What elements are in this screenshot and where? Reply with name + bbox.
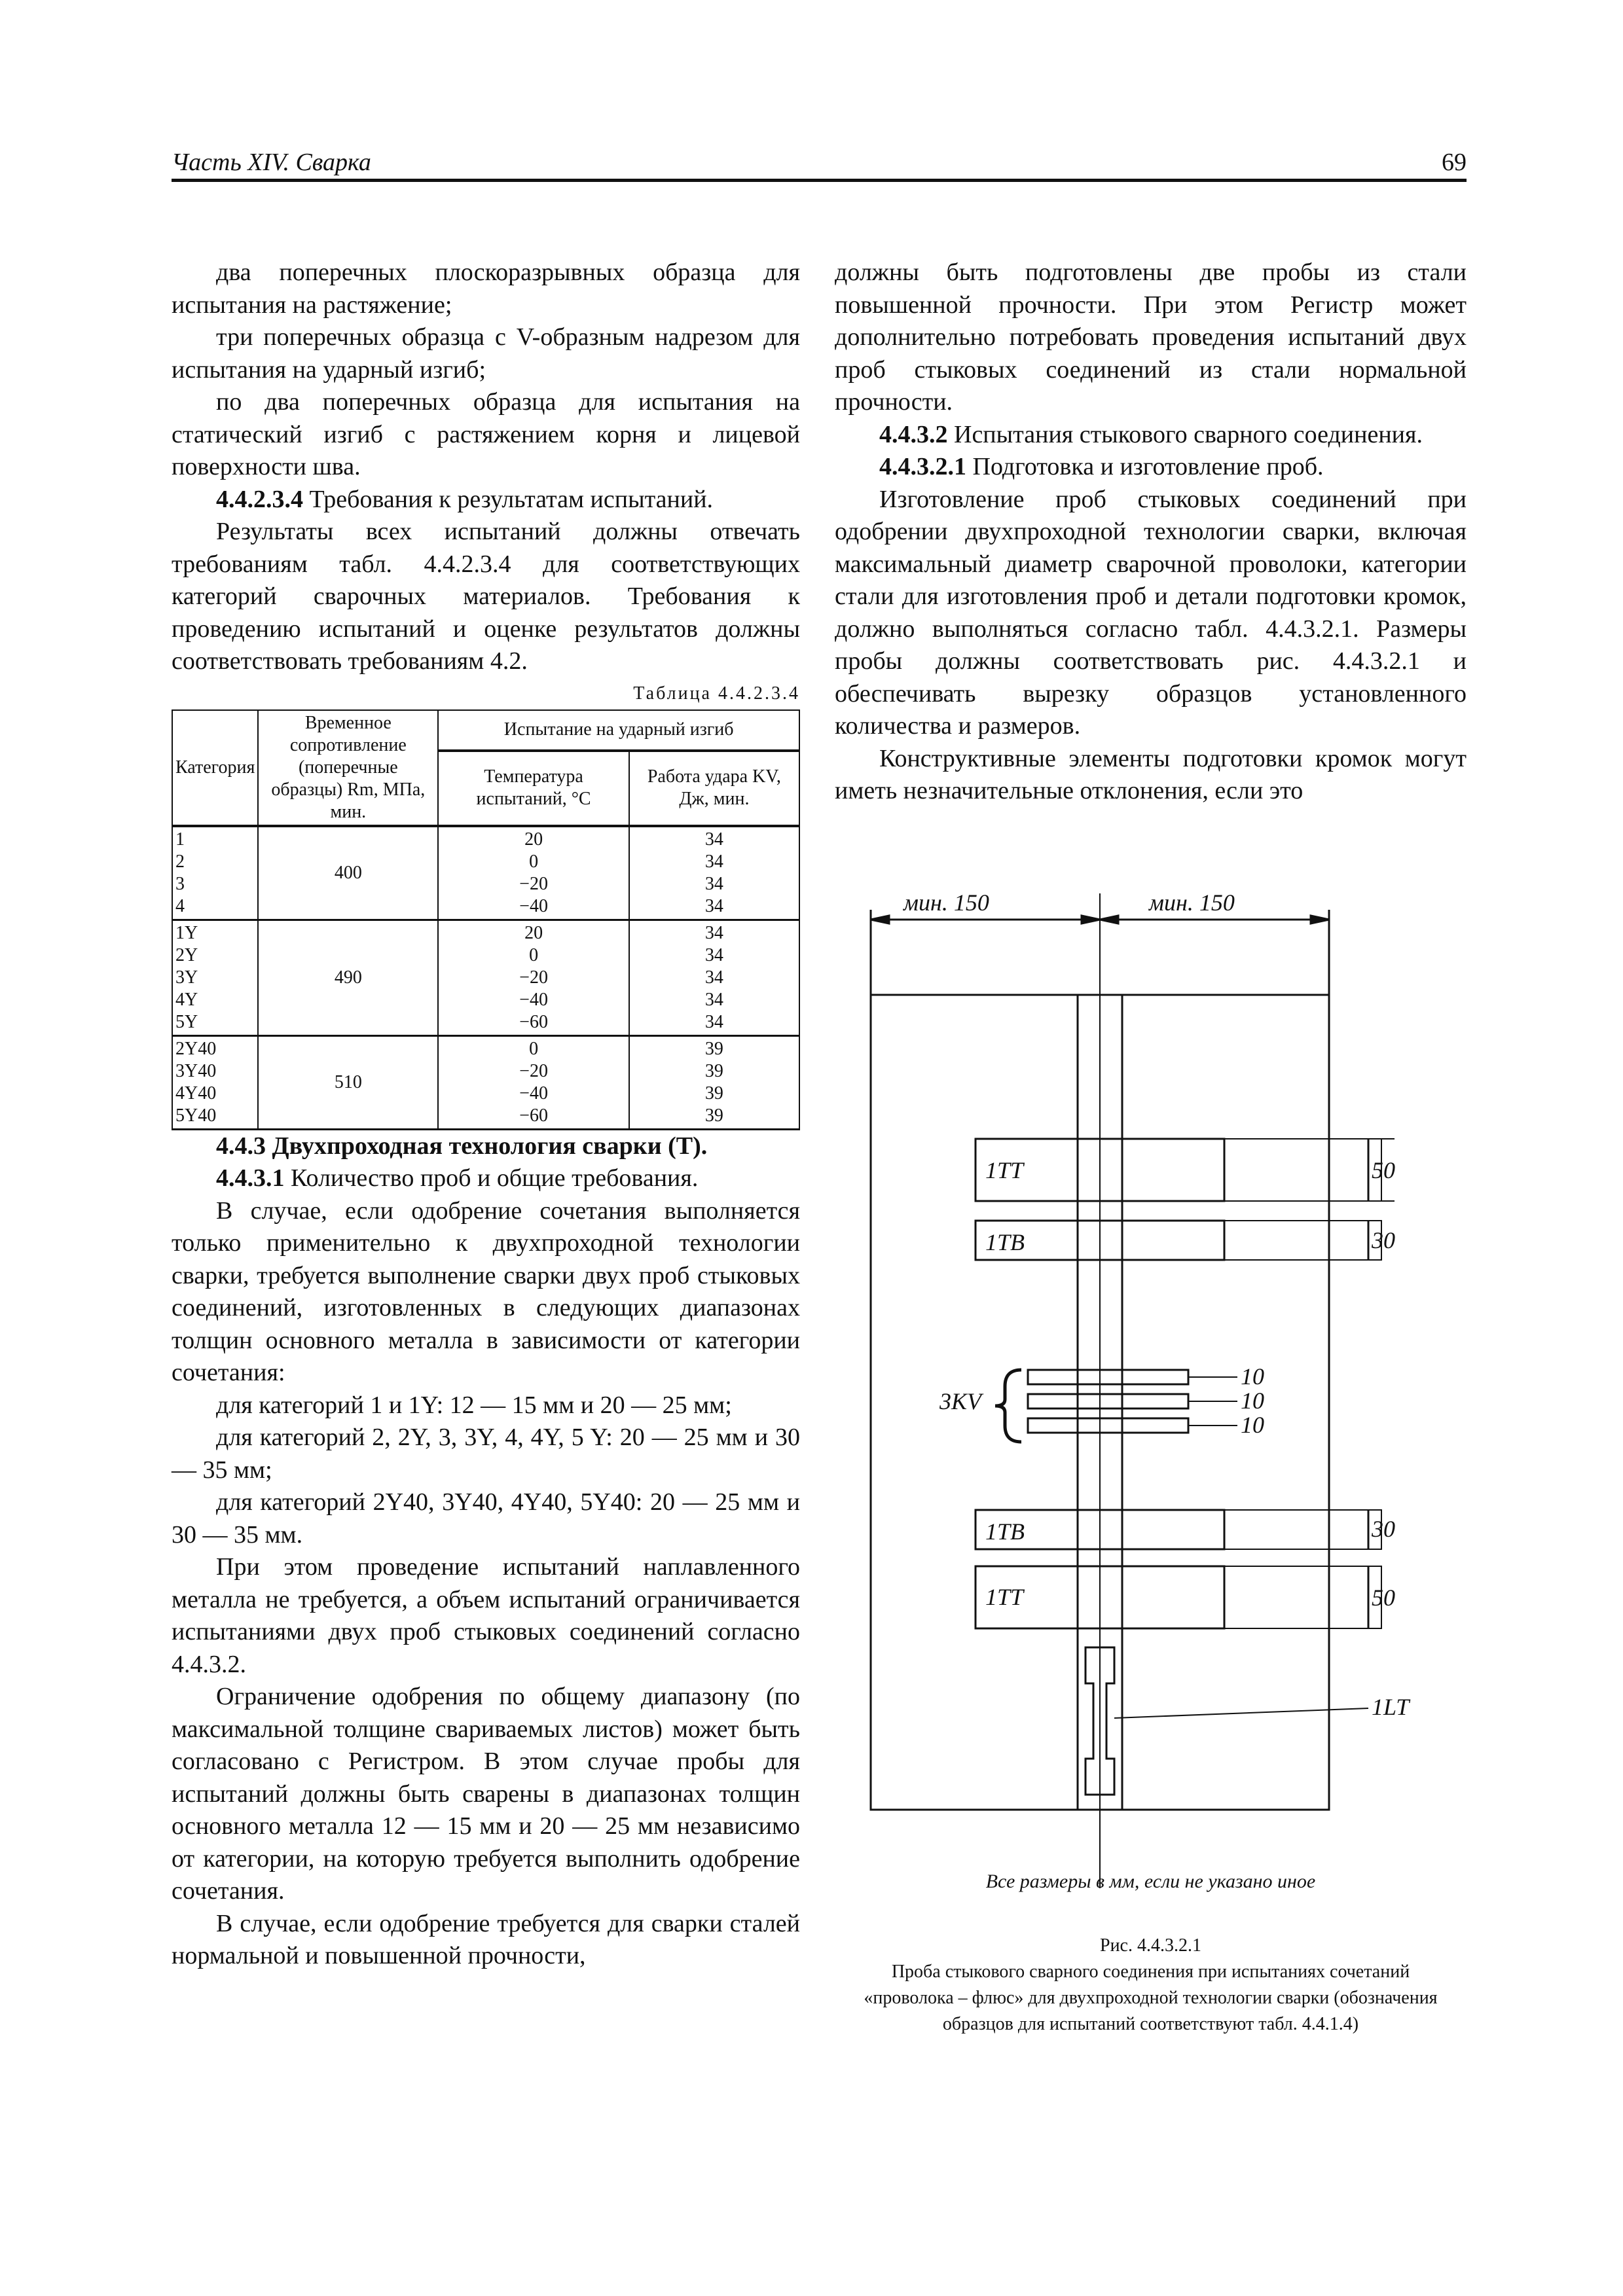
temperature-cell-value: −20 <box>519 1060 548 1081</box>
work-cell-value: 34 <box>704 1011 723 1032</box>
page-number: 69 <box>1442 149 1467 176</box>
specimen-kv <box>1028 1394 1188 1408</box>
section-number: 4.4.2.3.4 <box>216 485 303 513</box>
dim-10: 10 <box>1241 1363 1264 1390</box>
header-impact: Испытание на ударный изгиб <box>438 710 799 751</box>
temperature-cell-value: −40 <box>519 1083 548 1103</box>
specimen-outline <box>1224 1221 1381 1260</box>
section-title: Испытания стыкового сварного соединения. <box>947 420 1423 448</box>
dim-10: 10 <box>1241 1412 1264 1438</box>
label-1tt: 1TT <box>985 1157 1024 1183</box>
dim-50: 50 <box>1372 1585 1395 1611</box>
strength-cell: 490 <box>258 920 438 1035</box>
section-title: Требования к результатам испытаний. <box>303 485 714 513</box>
category-cell-value: 3 <box>175 873 185 894</box>
results-table <box>172 709 800 1130</box>
header-category: Категория <box>172 710 258 826</box>
work-cell-value: 39 <box>704 1105 723 1126</box>
paragraph: должны быть подготовлены две пробы из стали повышенной прочности. При этом Регистр может дополнительно потребовать проведения испытаний двух проб стыковых соединений из стали нормальной прочности. <box>835 259 1467 416</box>
figure-caption <box>835 1869 1467 2037</box>
work-cell-value: 34 <box>704 967 723 988</box>
work-cell-value: 34 <box>704 851 723 872</box>
work-cell-value: 34 <box>704 873 723 894</box>
work-cell-value: 39 <box>704 1060 723 1081</box>
paragraph: три поперечных образца с V-образным надрезом для испытания на ударный изгиб; <box>172 323 800 384</box>
dim-10: 10 <box>1241 1388 1264 1414</box>
section-number: 4.4.3 <box>216 1132 266 1160</box>
category-cell-value: 1Y <box>175 922 198 943</box>
work-cell <box>629 1035 799 1129</box>
temperature-cell <box>438 826 629 920</box>
work-cell-value: 34 <box>704 895 723 916</box>
section-number: 4.4.3.2.1 <box>879 453 966 480</box>
arrow-head <box>871 916 889 924</box>
subsection-heading <box>835 419 1467 452</box>
subsection-heading <box>172 484 800 516</box>
subsection-heading <box>835 451 1467 484</box>
strength-cell: 510 <box>258 1035 438 1129</box>
header-work: Работа удара KV, Дж, мин. <box>629 751 799 826</box>
category-cell <box>172 920 258 1035</box>
category-cell-value: 1 <box>175 829 185 850</box>
paragraph: В случае, если одобрение требуется для сварки сталей нормальной и повышенной прочности, <box>172 1909 800 1969</box>
category-cell-value: 2Y <box>175 944 198 965</box>
dim-right-label: мин. 150 <box>1149 889 1235 916</box>
label-1tt: 1TT <box>985 1584 1024 1610</box>
arrow-head <box>1311 916 1329 924</box>
category-cell-value: 4Y <box>175 989 198 1010</box>
figure-note: Все размеры в мм, если не указано иное <box>985 1871 1316 1892</box>
temperature-cell-value: −20 <box>519 873 548 894</box>
dim-left-label: мин. 150 <box>903 889 989 916</box>
specimen-outline <box>1224 1566 1381 1628</box>
paragraph: Конструктивные элементы подготовки кромок могут иметь незначительные отклонения, если это <box>835 744 1467 804</box>
dim-50: 50 <box>1372 1157 1395 1183</box>
running-title: Часть XIV. Сварка <box>172 149 371 176</box>
temperature-cell-value: 20 <box>524 922 543 943</box>
work-cell-value: 34 <box>704 944 723 965</box>
figure-number: Рис. 4.4.3.2.1 <box>1100 1935 1201 1956</box>
list-item: для категорий 2, 2Y, 3, 3Y, 4, 4Y, 5 Y: 20 — 25 мм и 30 — 35 мм; <box>172 1424 800 1484</box>
left-column <box>172 257 800 1973</box>
label-1tb: 1TB <box>985 1518 1025 1545</box>
specimen-outline <box>1224 1510 1381 1549</box>
category-cell-value: 3Y <box>175 967 198 988</box>
table-caption: Таблица 4.4.2.3.4 <box>633 683 800 704</box>
brace <box>995 1370 1021 1442</box>
section-heading <box>172 1130 800 1163</box>
paragraph: В случае, если одобрение сочетания выполняется только применительно к двухпроходной технологии сварки, требуется выполнение сварки двух проб стыковых соединений, изготовленных в следующих диапазонах толщин основного металла в зависимости от категории сочетания: <box>172 1196 800 1386</box>
paragraph: два поперечных плоскоразрывных образца для испытания на растяжение; <box>172 259 800 319</box>
temperature-cell-value: −60 <box>519 1105 548 1126</box>
table-row <box>172 826 799 920</box>
header-rule <box>172 179 1467 182</box>
paragraph: Изготовление проб стыковых соединений при одобрении двухпроходной технологии сварки, включая максимальный диаметр сварочной проволоки, категории стали для изготовления проб и детали подготовки кромок, должно выполняться согласно табл. 4.4.3.2.1. Размеры пробы должны соответствовать рис. 4.4.3.2.1 и обеспечивать вырезку образцов установленного количества и размеров. <box>835 485 1467 740</box>
work-cell-value: 34 <box>704 829 723 850</box>
list-item: для категорий 1 и 1Y: 12 — 15 мм и 20 — 25 мм; <box>216 1391 732 1419</box>
category-cell-value: 4 <box>175 895 185 916</box>
test-piece-figure <box>845 880 1421 1941</box>
category-cell-value: 3Y40 <box>175 1060 217 1081</box>
category-cell-value: 2 <box>175 851 185 872</box>
category-cell-value: 5Y <box>175 1011 198 1032</box>
work-cell-value: 34 <box>704 989 723 1010</box>
page-header <box>172 145 1467 181</box>
header-strength: Временное сопротивление (поперечные образцы) Rm, МПа, мин. <box>258 710 438 826</box>
work-cell <box>629 920 799 1035</box>
subsection-heading <box>172 1162 800 1195</box>
temperature-cell-value: −40 <box>519 989 548 1010</box>
right-column <box>835 257 1467 808</box>
section-number: 4.4.3.2 <box>879 420 948 448</box>
dim-30: 30 <box>1372 1516 1395 1542</box>
work-cell-value: 34 <box>704 922 723 943</box>
label-1lt: 1LT <box>1372 1694 1410 1720</box>
section-title: Двухпроходная технология сварки (Т). <box>272 1132 708 1160</box>
label-1tb: 1TB <box>985 1229 1025 1255</box>
work-cell <box>629 826 799 920</box>
temperature-cell-value: −20 <box>519 967 548 988</box>
header-temperature: Температура испытаний, °С <box>438 751 629 826</box>
specimen-kv <box>1028 1370 1188 1384</box>
temperature-cell-value: 20 <box>524 829 543 850</box>
table-row <box>172 920 799 1035</box>
label-3kv: 3KV <box>939 1388 982 1414</box>
temperature-cell-value: 0 <box>529 851 539 872</box>
strength-cell: 400 <box>258 826 438 920</box>
temperature-cell <box>438 920 629 1035</box>
arrow-head <box>1100 916 1118 924</box>
work-cell-value: 39 <box>704 1038 723 1059</box>
section-title: Количество проб и общие требования. <box>284 1164 699 1192</box>
temperature-cell <box>438 1035 629 1129</box>
category-cell-value: 4Y40 <box>175 1083 217 1103</box>
category-cell <box>172 826 258 920</box>
category-cell <box>172 1035 258 1129</box>
paragraph: Результаты всех испытаний должны отвечать требованиям табл. 4.4.2.3.4 для соответствующих категорий сварочных материалов. Требования к проведению испытаний и оценке результатов должны соответствовать требованиям 4.2. <box>172 518 800 675</box>
table-row <box>172 1035 799 1129</box>
category-cell-value: 5Y40 <box>175 1105 217 1126</box>
specimen-kv <box>1028 1418 1188 1433</box>
temperature-cell-value: −40 <box>519 895 548 916</box>
section-title: Подготовка и изготовление проб. <box>966 453 1324 480</box>
section-number: 4.4.3.1 <box>216 1164 285 1192</box>
dim-30: 30 <box>1372 1227 1395 1253</box>
paragraph: При этом проведение испытаний наплавленного металла не требуется, а объем испытаний ограничивается испытаниями двух проб стыковых соединений согласно 4.4.3.2. <box>172 1553 800 1678</box>
specimen-outline <box>1224 1139 1381 1201</box>
temperature-cell-value: 0 <box>529 1038 539 1059</box>
category-cell-value: 2Y40 <box>175 1038 217 1059</box>
paragraph: Ограничение одобрения по общему диапазону (по максимальной толщине свариваемых листов) может быть согласовано с Регистром. В этом случае пробы для испытаний должны быть сварены в диапазонах толщин основного металла 12 — 15 мм и 20 — 25 мм независимо от категории, на которую требуется выполнить одобрение сочетания. <box>172 1683 800 1905</box>
list-item: для категорий 2Y40, 3Y40, 4Y40, 5Y40: 20 — 25 мм и 30 — 35 мм. <box>172 1488 800 1549</box>
work-cell-value: 39 <box>704 1083 723 1103</box>
paragraph: по два поперечных образца для испытания на статический изгиб с растяжением корня и лицевой поверхности шва. <box>172 388 800 480</box>
temperature-cell-value: −60 <box>519 1011 548 1032</box>
arrow-head <box>1082 916 1100 924</box>
figure-title: Проба стыкового сварного соединения при испытаниях сочетаний «проволока – флюс» для двухпроходной технологии сварки (обозначения образцов для испытаний соответствуют табл. 4.4.1.4) <box>864 1962 1438 2034</box>
temperature-cell-value: 0 <box>529 944 539 965</box>
